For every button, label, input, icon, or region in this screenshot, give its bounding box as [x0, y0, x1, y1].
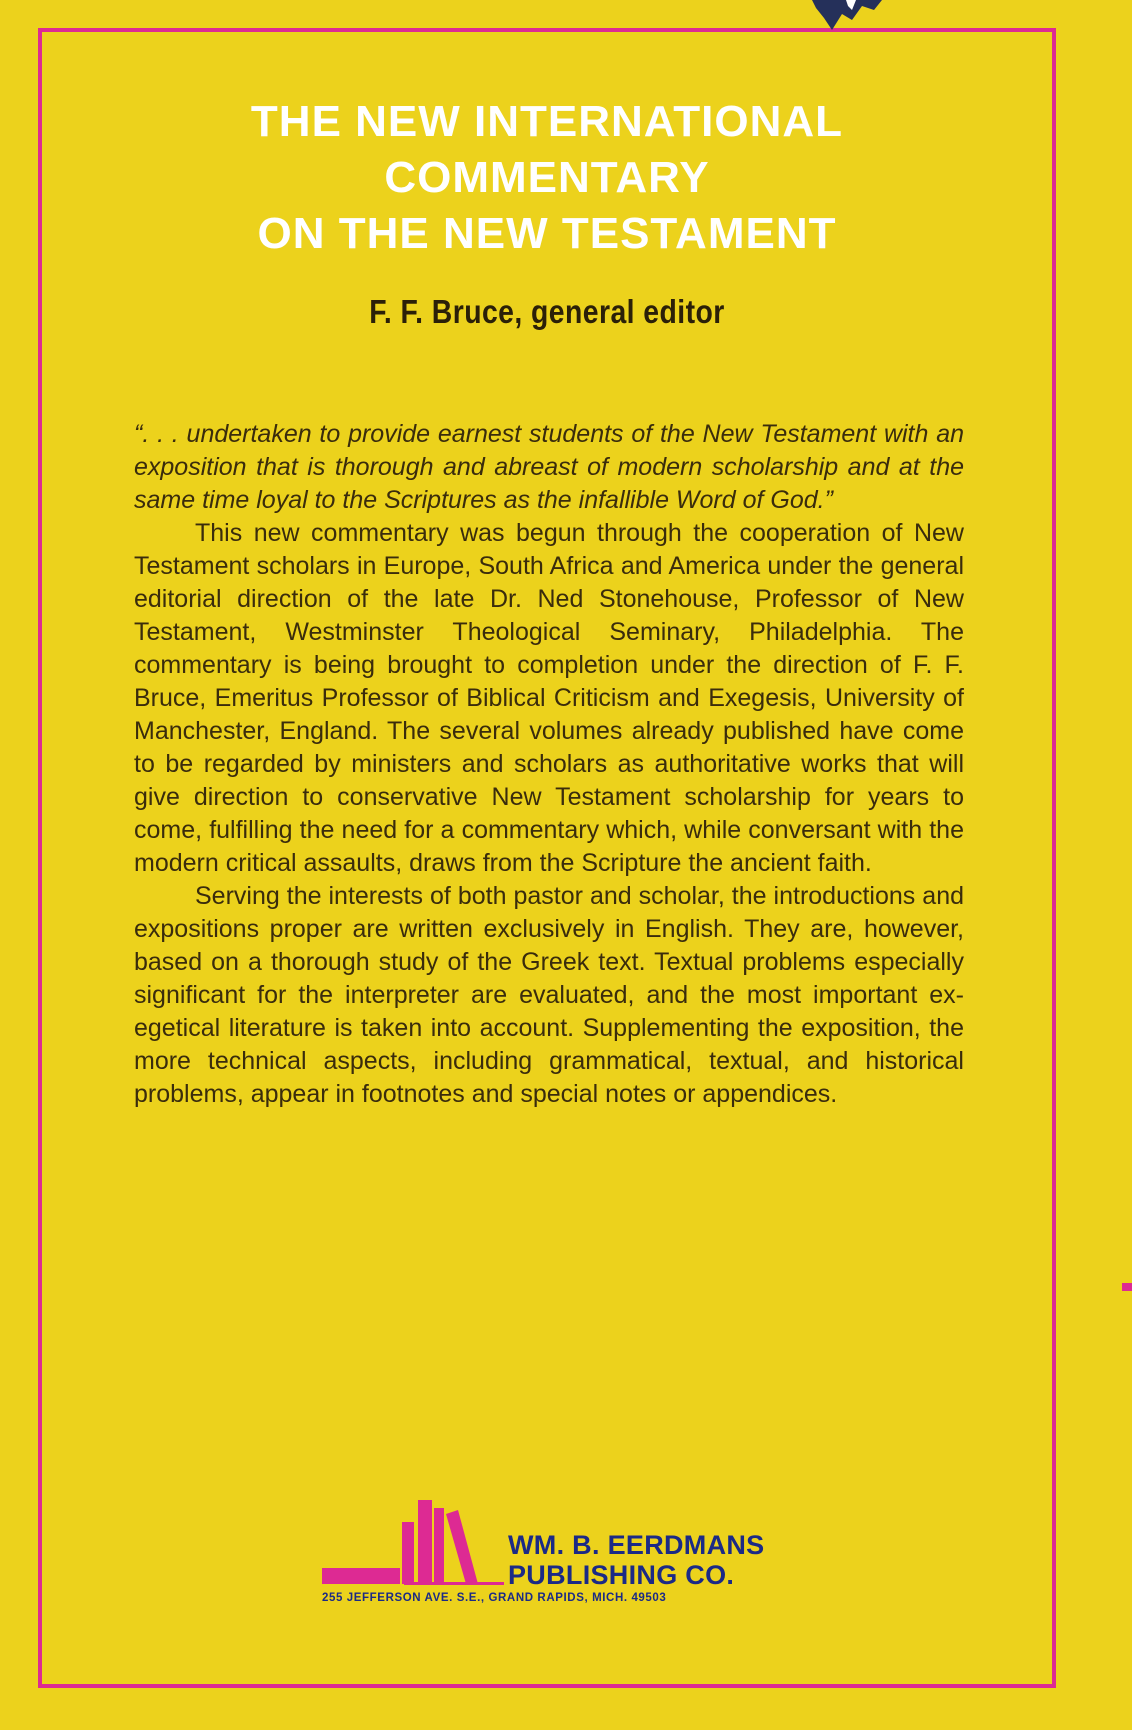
publisher-line: PUBLISHING CO. — [508, 1560, 735, 1590]
torn-corner-damage — [812, 0, 882, 34]
title-line: COMMENTARY — [384, 153, 710, 202]
books-on-shelf-icon — [322, 1490, 512, 1586]
title-line: THE NEW INTERNATIONAL — [250, 97, 844, 146]
description-paragraph: This new commentary was begun through the cooperation of New Testament scholars in Europe, South Africa and America under the general editorial direction of the late Dr. Ned Stonehouse, Professor of New Testament, Westminster Theological Seminary, Philadelphia. The commentary is being brought to completion under the direction of F. F. Bruce, Emeritus Professor of Biblical Criticism and Exegesis, University of Manchester, England. The several volumes already published have come to be regarded by ministers and scholars as authoritative works that will give direction to conservative New Testament scholarship for years to come, fulfilling the need for a commentary which, while conversant with the modern critical assaults, draws from the Scripture the ancient faith. — [134, 519, 964, 877]
publisher-address: 255 JEFFERSON AVE. S.E., GRAND RAPIDS, MICH. 49503 — [322, 1592, 667, 1604]
series-title — [38, 94, 1056, 262]
publisher-name — [508, 1530, 765, 1590]
title-line: ON THE NEW TESTAMENT — [257, 209, 837, 258]
general-editor: F. F. Bruce, general editor — [369, 293, 725, 330]
publisher-logo — [322, 1490, 792, 1610]
publisher-line: WM. B. EERDMANS — [508, 1530, 765, 1560]
spine-mark — [1122, 1283, 1132, 1291]
description-text — [134, 418, 964, 1111]
epigraph-quote: “. . . undertaken to provide earnest students of the New Testament with an exposition that is thorough and abreast of modern scholarship and at the same time loyal to the Scriptures as the infallible Word of God.” — [134, 420, 964, 514]
description-paragraph: Serving the interests of both pastor and scholar, the introductions and expositions proper are written exclusively in English. They are, however, based on a thorough study of the Greek text. Textual problems especially significant for the interpreter are evaluated, and the most important exegetical literature is taken into account. Supplementing the exposition, the more technical aspects, including grammatical, textual, and historical problems, appear in footnotes and special notes or appendices. — [134, 882, 964, 1108]
